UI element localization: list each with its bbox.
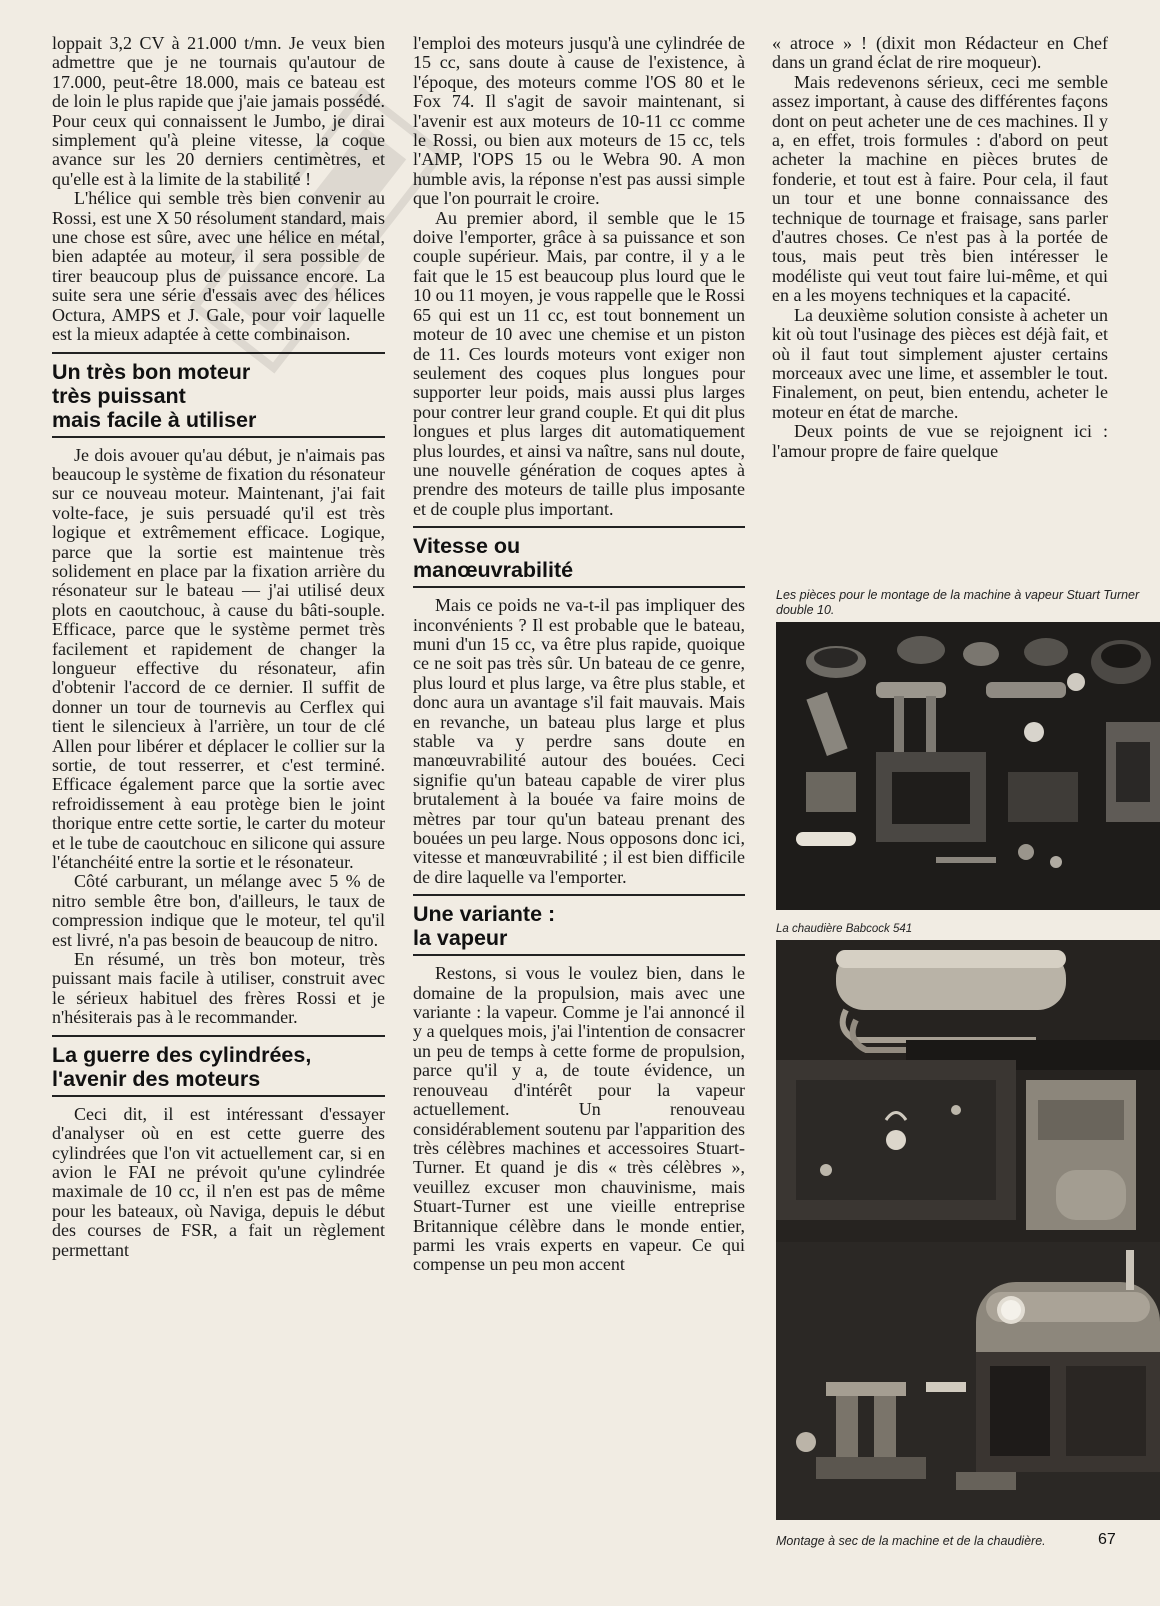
assembly-photo xyxy=(776,1242,1160,1520)
photo-caption: Les pièces pour le montage de la machine à vapeur Stuart Turner double 10. xyxy=(776,588,1140,617)
page-number: 67 xyxy=(1098,1531,1116,1548)
paragraph: l'emploi des moteurs jusqu'à une cylindrée de 15 cc, sans doute à cause de l'existence, à l'époque, des moteurs comme l'OS 80 et le Fox 74. Il s'agit de savoir maintenant, si l'avenir est aux moteurs de 10-11 cc comme le Rossi, ou bien aux moteurs de 15 cc, tels l'AMP, l'OPS 15 ou le Webra 90. A mon humble avis, la réponse n'est pas aussi simple que l'on pourrait le croire. xyxy=(413,33,745,209)
heading-line: Un très bon moteur xyxy=(52,359,251,384)
paragraph: Au premier abord, il semble que le 15 doive l'emporter, grâce à sa puissance et son couple supérieur. Mais, par contre, il y a le fait que le 15 est beaucoup plus lourd que le 10 ou 11 moyen, je vous rappelle que le Rossi 65 qui est un 11 cc, est tout bonnement un moteur de 10 avec une chemise et un piston de 11. Ces lourds moteurs vont exiger non seulement des coques plus longues pour supporter leur poids, mais aussi plus larges pour contrer leur grand couple. Et qui dit plus longues et plus larges dit automatiquement plus lourdes, et ainsi va naître, sans nul doute, une nouvelle génération de coques aptes à prendre des moteurs de taille plus imposante et de couple plus important. xyxy=(413,207,745,519)
paragraph: La deuxième solution consiste à acheter un kit où tout l'usinage des pièces est déjà fait, et où il faut tout simplement ajuster certains morceaux avec une lime, et assembler le tout. Finalement, on peut, bien entendu, acheter le moteur en état de marche. xyxy=(772,304,1108,422)
paragraph: Restons, si vous le voulez bien, dans le domaine de la propulsion, mais avec une variante : la vapeur. Comme je l'ai annoncé il y a quelques mois, j'ai l'intention de consacrer un peu de temps à cette forme de propulsion, parce qu'il y a, de toute évidence, un renouveau d'intérêt pour la vapeur actuellement. Un renouveau considérablement soutenu par l'apparition des très célèbres machines et accessoires Stuart-Turner. Et quand je dis « très célèbres », veuillez excuser mon chauvinisme, mais Stuart-Turner est une vieille entreprise Britannique célèbre dans le monde entier, parmi les vrais experts en vapeur. Ce qui compense un peu mon accent xyxy=(413,963,745,1275)
paragraph: Deux points de vue se rejoignent ici : l'amour propre de faire quelque xyxy=(772,421,1108,461)
heading-line: Une variante : xyxy=(413,902,556,927)
paragraph: En résumé, un très bon moteur, très puissant mais facile à utiliser, construit avec le sérieux habituel des frères Rossi et je n'hésiterais pas à le recommander. xyxy=(52,949,385,1028)
paragraph: Ceci dit, il est intéressant d'essayer d'analyser où en est cette guerre des cylindrées que l'on vit actuellement car, si en avion le FAI ne prévoit qu'une cylindrée maximale de 10 cc, il n'en est pas de même pour les bateaux, où Naviga, depuis le début des courses de FSR, a fait un règlement permettant xyxy=(52,1103,385,1260)
heading-line: Vitesse ou xyxy=(413,534,521,559)
heading-line: manœuvrabilité xyxy=(413,558,574,583)
column-2 xyxy=(413,34,745,1275)
heading-line: mais facile à utiliser xyxy=(52,407,257,432)
section-heading xyxy=(52,1035,385,1097)
section-heading xyxy=(413,526,745,588)
photo-caption: La chaudière Babcock 541 xyxy=(776,923,913,935)
paragraph: Mais redevenons sérieux, ceci me semble assez important, à cause des différentes façons dont on peut acheter une de ces machines. Il y a, en effet, trois formules : d'abord on peut acheter la machine en pièces brutes de fonderie, et tout est à faire. Pour cela, il faut un tour et une bonne connaissance des technique de tournage et fraisage, sans parler d'autres choses. Ce n'est pas à la portée de tous, mais peut très bien intéresser le modéliste qui veut tout faire lui-même, et qui en a les moyens techniques et la capacité. xyxy=(772,71,1108,306)
photo-caption: Montage à sec de la machine et de la chaudière. xyxy=(776,1534,1046,1548)
paragraph: loppait 3,2 CV à 21.000 t/mn. Je veux bien admettre que je ne tournais qu'autour de 17.000, peut-être 18.000, mais ce bateau est de loin le plus rapide que j'aie jamais possédé. Pour ceux qui connaissent le Jumbo, je dirai simplement qu'à pleine vitesse, la coque avance sur les 20 derniers centimètres, et qu'elle est à la limite de la stabilité ! xyxy=(52,33,385,189)
assembly-illustration xyxy=(776,1242,1160,1520)
heading-line: l'avenir des moteurs xyxy=(52,1066,261,1091)
paragraph: Je dois avouer qu'au début, je n'aimais pas beaucoup le système de fixation du résonateur sur ce nouveau moteur. Maintenant, j'ai fait volte-face, je suis persuadé qu'il est très logique et extrêmement efficace. Logique, parce que la sortie est maintenue très solidement en place par la fixation arrière du résonateur sur le bateau — j'ai utilisé deux plots en caoutchouc, à cause du bâti-souple. Efficace, parce que le système permet très facilement et rapidement de changer la longueur effective du résonateur, afin d'obtenir l'accord de ce dernier. Il suffit de donner un tour de tournevis au Cerflex qui tient le silencieux à l'arrière, un tour de clé Allen pour libérer et déplacer le collier sur la sortie, de tout resserrer, et c'est terminé. Efficace également parce que la sortie avec refroidissement à eau protège bien le joint thorique entre cette sortie, le carter du moteur et le tube de caoutchouc en silicone qui assure l'étanchéité entre la sortie et le résonateur. xyxy=(52,444,385,873)
boiler-illustration xyxy=(776,940,1160,1244)
paragraph: « atroce » ! (dixit mon Rédacteur en Chef dans un grand éclat de rire moqueur). xyxy=(772,33,1108,73)
heading-line: la vapeur xyxy=(413,926,508,951)
paragraph: Mais ce poids ne va-t-il pas impliquer des inconvénients ? Il est probable que le bateau, muni d'un 15 cc, va être plus rapide, quoique ce ne soit pas très sûr. Un bateau de ce genre, plus lourd et plus large, va être plus stable, et donc aura un avantage s'il fait mauvais. Mais en revanche, un bateau plus large et plus stable va y perdre sans doute en manœuvrabilité autour des bouées. Ceci signifie qu'un bateau capable de virer plus brutalement à la bouée va faire moins de mètres par tour qu'un bateau prenant des bouées un peu large. Nous opposons donc ici, vitesse et manœuvrabilité ; il est bien difficile de dire laquelle va l'emporter. xyxy=(413,595,745,887)
column-1 xyxy=(52,34,385,1260)
engine-parts-photo xyxy=(776,622,1160,910)
heading-line: très puissant xyxy=(52,383,186,408)
column-3 xyxy=(772,34,1108,461)
heading-line: La guerre des cylindrées, xyxy=(52,1042,312,1067)
section-heading xyxy=(413,894,745,956)
paragraph: Côté carburant, un mélange avec 5 % de nitro semble être bon, d'ailleurs, le taux de compression indique que le moteur, tel qu'il est livré, n'a pas besoin de beaucoup de nitro. xyxy=(52,871,385,950)
paragraph: L'hélice qui semble très bien convenir au Rossi, est une X 50 résolument standard, mais une chose est sûre, avec une hélice en métal, bien adaptée au moteur, il sera possible de tirer beaucoup plus de puissance encore. La suite sera une série d'essais avec des hélices Octura, AMPS et J. Gale, pour voir laquelle est la mieux adaptée à cette combinaison. xyxy=(52,188,385,345)
engine-parts-illustration xyxy=(776,622,1160,910)
section-heading xyxy=(52,352,385,438)
boiler-photo xyxy=(776,940,1160,1244)
